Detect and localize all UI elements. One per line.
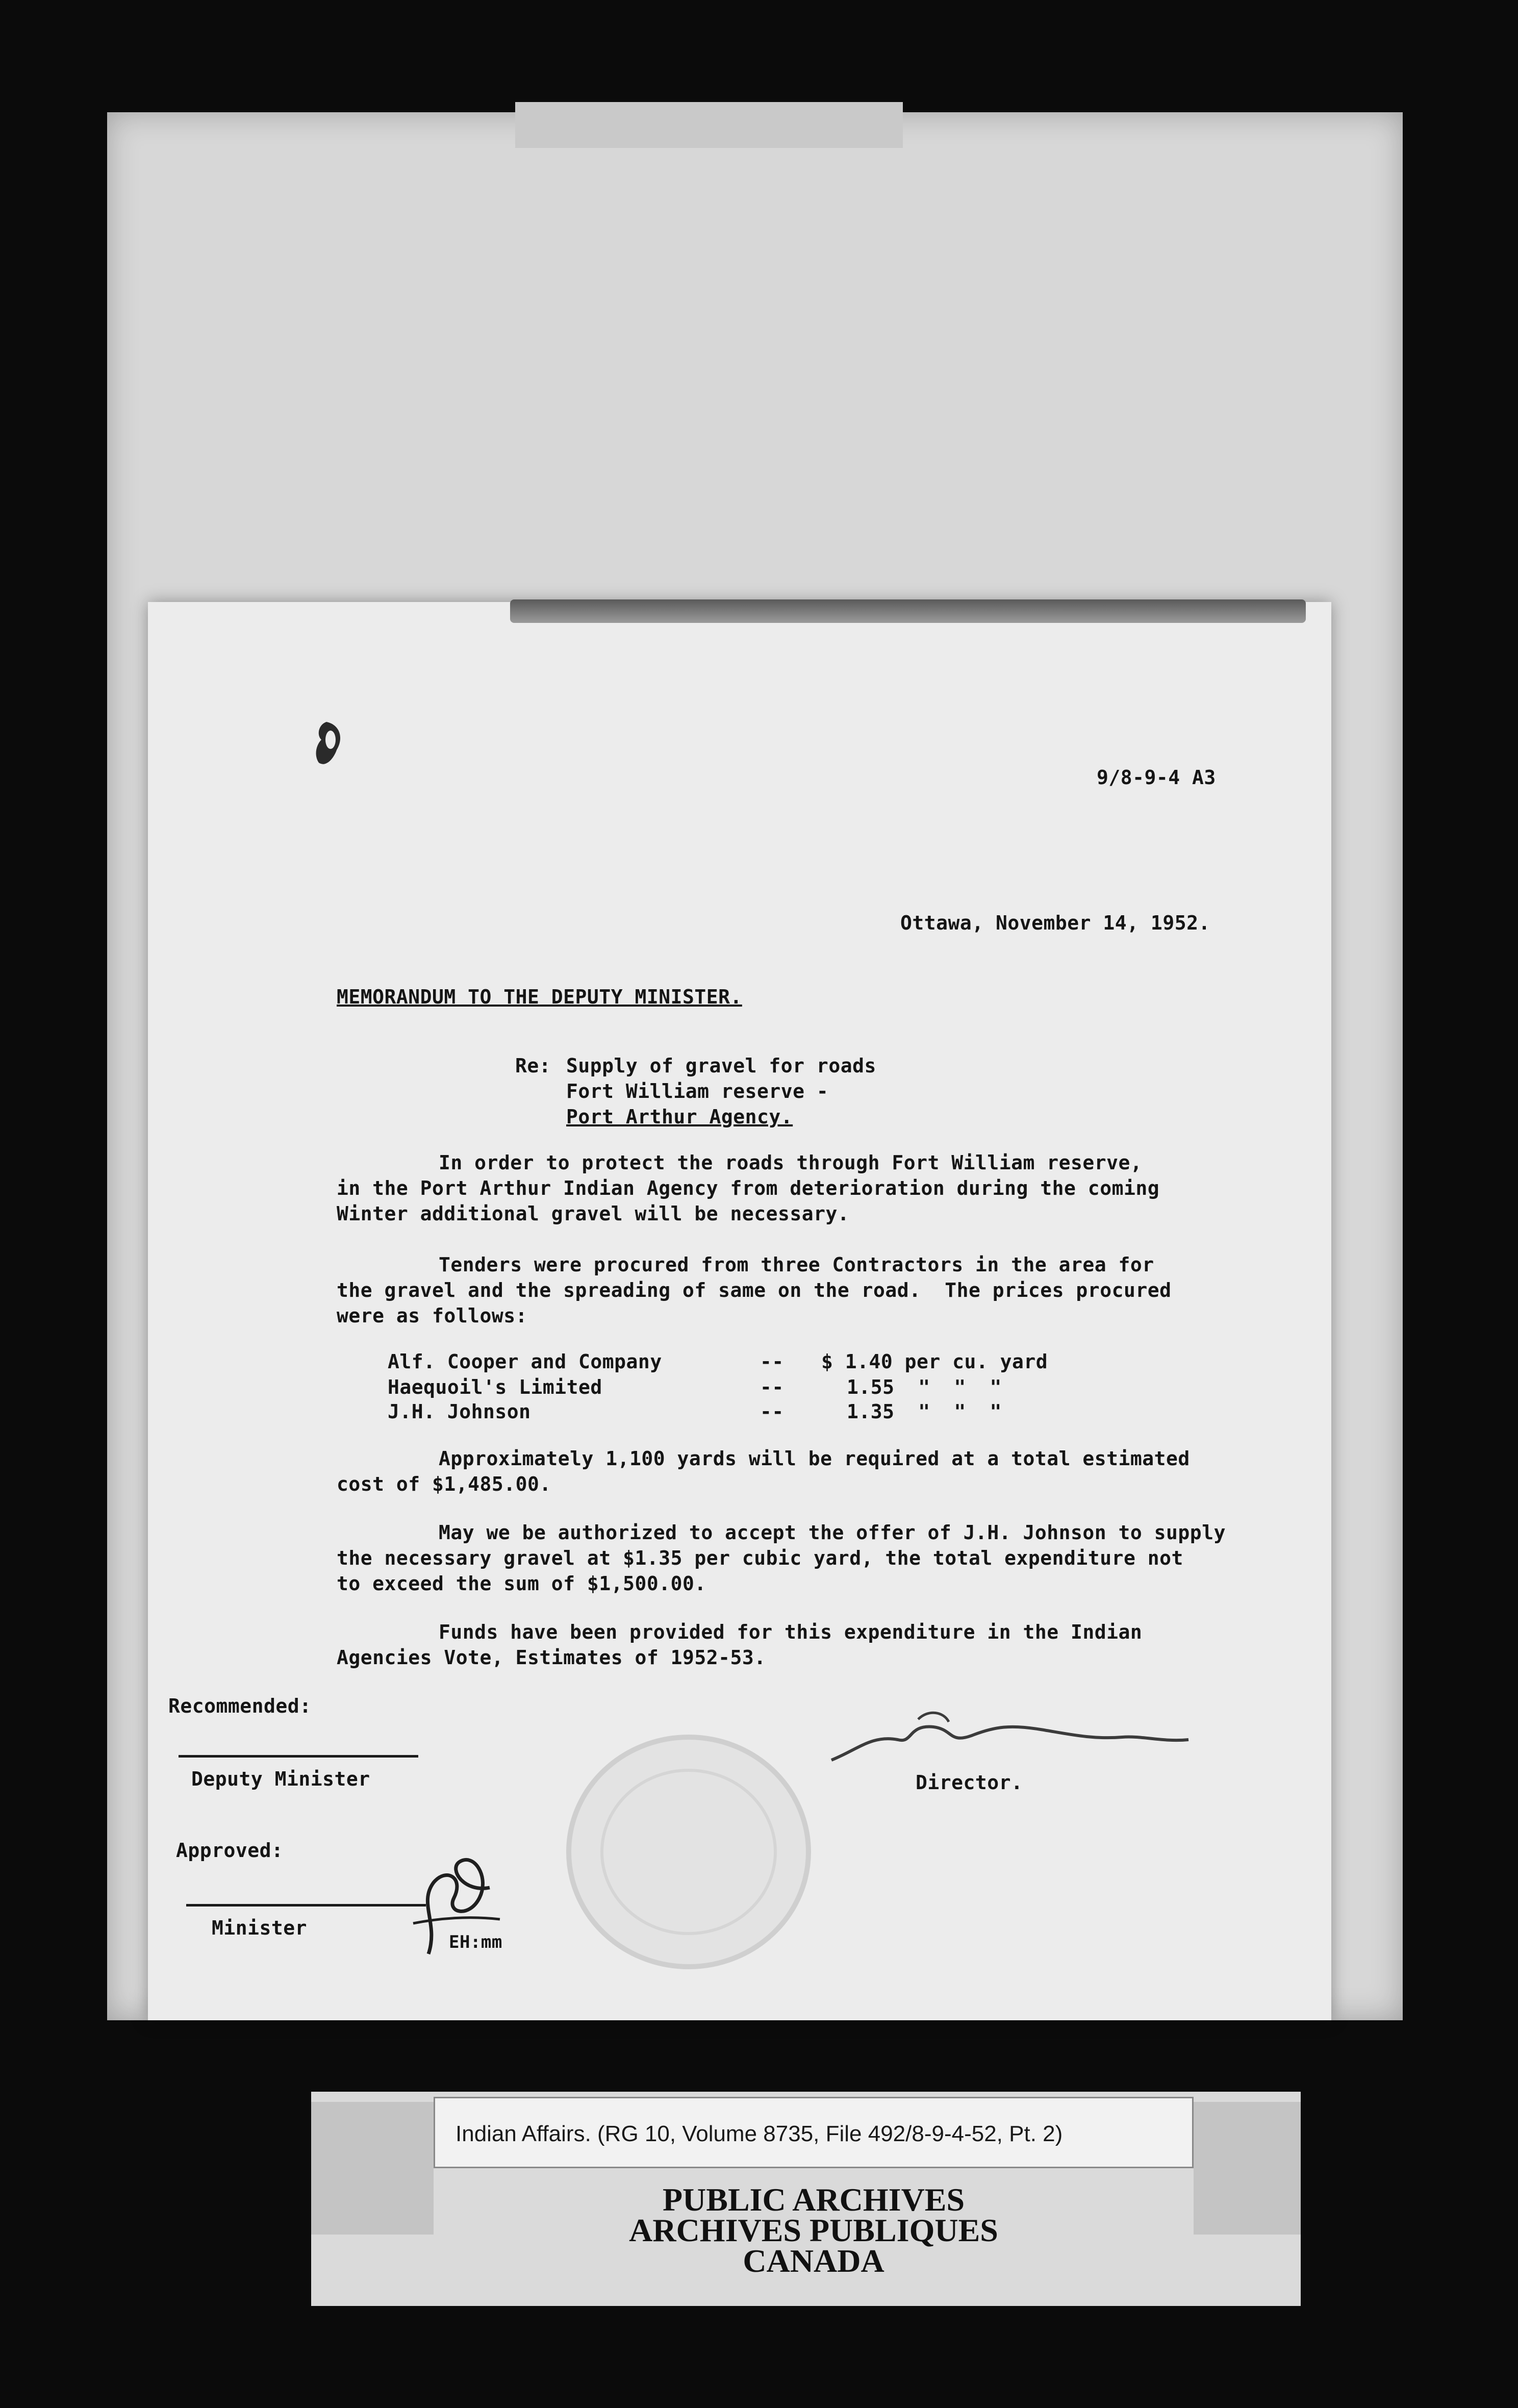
paragraph-3-line-2: cost of $1,485.00. xyxy=(337,1473,551,1495)
faded-stamp-icon xyxy=(561,1729,816,1974)
ink-smudge-icon xyxy=(311,719,347,770)
archive-label-tab-left xyxy=(311,2102,434,2235)
memo-torn-edge xyxy=(510,599,1306,623)
paragraph-5-line-1: Funds have been provided for this expenditure in the Indian xyxy=(439,1621,1143,1643)
archive-country: CANADA xyxy=(743,2243,884,2279)
subject-line-2: Fort William reserve - xyxy=(566,1080,829,1102)
archive-name-english: PUBLIC ARCHIVES xyxy=(662,2181,965,2218)
paragraph-2-line-3: were as follows: xyxy=(337,1305,528,1327)
tender-contractor: Haequoil's Limited xyxy=(388,1376,602,1398)
subject-line-1: Supply of gravel for roads xyxy=(566,1055,876,1077)
recommended-label: Recommended: xyxy=(168,1695,312,1717)
paragraph-1-line-3: Winter additional gravel will be necessary. xyxy=(337,1202,850,1225)
memo-date: Ottawa, November 14, 1952. xyxy=(900,912,1210,934)
paragraph-1-line-2: in the Port Arthur Indian Agency from deterioration during the coming xyxy=(337,1177,1160,1199)
paragraph-5-line-2: Agencies Vote, Estimates of 1952-53. xyxy=(337,1646,766,1669)
subject-line-3: Port Arthur Agency. xyxy=(566,1106,793,1128)
file-reference: 9/8-9-4 A3 xyxy=(1097,766,1216,789)
deputy-minister-label: Deputy Minister xyxy=(191,1768,370,1790)
tender-dash: -- xyxy=(760,1400,784,1423)
typist-initials: EH:mm xyxy=(449,1932,502,1952)
deputy-minister-signature-line xyxy=(179,1755,418,1758)
paragraph-2-line-1: Tenders were procured from three Contractors in the area for xyxy=(439,1253,1154,1276)
tender-contractor: J.H. Johnson xyxy=(388,1400,531,1423)
subject-label: Re: xyxy=(515,1055,551,1077)
archive-name-french: ARCHIVES PUBLIQUES xyxy=(629,2212,998,2248)
minister-label: Minister xyxy=(212,1917,308,1939)
approved-label: Approved: xyxy=(176,1839,284,1862)
paragraph-4-line-1: May we be authorized to accept the offer of J.H. Johnson to supply xyxy=(439,1521,1226,1544)
backing-sheet-tab xyxy=(515,102,903,148)
tender-price: 1.35 " " " xyxy=(847,1400,1002,1423)
director-signature-icon xyxy=(826,1704,1194,1775)
archive-reference-box xyxy=(434,2097,1194,2168)
archive-label-tab-right xyxy=(1194,2102,1301,2235)
paragraph-4-line-3: to exceed the sum of $1,500.00. xyxy=(337,1572,706,1595)
tender-dash: -- xyxy=(760,1376,784,1398)
director-label: Director. xyxy=(916,1771,1023,1794)
paragraph-4-line-2: the necessary gravel at $1.35 per cubic yard, the total expenditure not xyxy=(337,1547,1183,1569)
paragraph-2-line-2: the gravel and the spreading of same on the road. The prices procured xyxy=(337,1279,1172,1301)
memo-heading: MEMORANDUM TO THE DEPUTY MINISTER. xyxy=(337,986,742,1008)
tender-dash: -- xyxy=(760,1350,784,1373)
paragraph-3-line-1: Approximately 1,100 yards will be required at a total estimated xyxy=(439,1447,1190,1470)
archive-reference: Indian Affairs. (RG 10, Volume 8735, File 492/8-9-4-52, Pt. 2) xyxy=(456,2121,1063,2146)
tender-price: $ 1.40 per cu. yard xyxy=(821,1350,1048,1373)
tender-price: 1.55 " " " xyxy=(847,1376,1002,1398)
paragraph-1-line-1: In order to protect the roads through Fort William reserve, xyxy=(439,1151,1143,1174)
tender-contractor: Alf. Cooper and Company xyxy=(388,1350,662,1373)
minister-signature-line xyxy=(186,1904,426,1907)
